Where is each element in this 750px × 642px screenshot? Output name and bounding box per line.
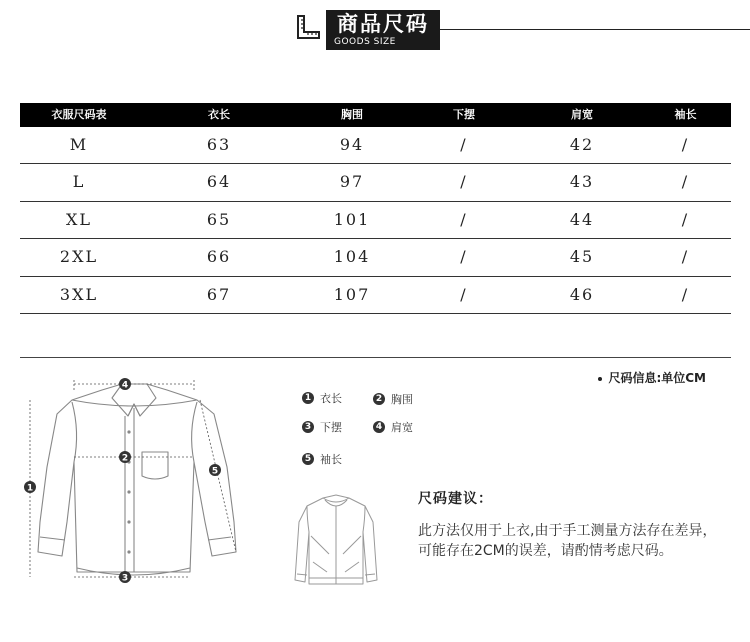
table-cell: / [460, 135, 468, 154]
table-cell: M [69, 135, 89, 154]
table-cell: 65 [206, 209, 232, 229]
bullet-icon [598, 377, 602, 381]
table-row [20, 127, 731, 164]
header-shoulder: 肩宽 [571, 108, 593, 121]
legend-label: 胸围 [391, 393, 413, 406]
table-cell: 101 [333, 209, 371, 229]
diagram-marker-text: 2 [121, 453, 129, 464]
legend-item-chest [373, 391, 413, 407]
table-cell: / [681, 247, 690, 267]
table-cell: 64 [206, 172, 232, 192]
table-cell: / [681, 135, 690, 154]
legend-number: 3 [302, 421, 314, 433]
page-subtitle: GOODS SIZE [334, 37, 396, 47]
header-divider [440, 29, 750, 30]
header-chest: 胸围 [341, 108, 363, 121]
table-cell: / [681, 284, 690, 304]
diagram-marker-text: 4 [121, 380, 129, 391]
table-cell: 45 [569, 247, 595, 267]
size-table [20, 103, 731, 314]
table-cell: 94 [339, 135, 365, 154]
legend-label: 肩宽 [391, 421, 413, 434]
diagram-marker-text: 3 [121, 573, 129, 584]
table-cell: 2XL [59, 247, 99, 267]
table-cell: 67 [206, 284, 232, 304]
legend-item-hem [302, 419, 342, 435]
legend-label: 袖长 [320, 453, 342, 466]
header-sleeve: 袖长 [674, 108, 697, 121]
table-header [20, 103, 731, 127]
ruler-icon [295, 14, 321, 40]
advice-title: 尺码建议： [418, 491, 493, 507]
diagram-marker-1 [24, 481, 36, 494]
table-cell: / [460, 284, 468, 304]
table-cell: / [681, 209, 690, 229]
header-size: 衣服尺码表 [51, 108, 107, 121]
size-unit-text: 尺码信息:单位CM [608, 371, 706, 385]
table-row [20, 202, 731, 239]
header-length: 衣长 [208, 108, 230, 121]
section-divider [20, 357, 731, 358]
table-cell: 104 [333, 247, 371, 267]
table-cell: / [460, 247, 468, 267]
legend-number: 2 [373, 393, 385, 405]
diagram-marker-text: 1 [26, 483, 34, 494]
advice-body: 此方法仅用于上衣,由于手工测量方法存在差异，可能存在2CM的误差，请酌情考虑尺码。 [418, 523, 717, 559]
table-row [20, 164, 731, 201]
legend-item-sleeve [302, 451, 342, 467]
header-hem: 下摆 [453, 108, 475, 121]
table-cell: 42 [569, 135, 595, 154]
size-unit-note [598, 369, 706, 386]
table-cell: / [460, 209, 468, 229]
table-cell: XL [65, 209, 92, 229]
diagram-marker-5 [209, 464, 221, 477]
legend-item-shoulder [373, 419, 413, 435]
table-cell: L [72, 172, 86, 192]
table-cell: 107 [333, 284, 371, 304]
table-cell: 63 [206, 135, 232, 154]
table-row [20, 239, 731, 276]
table-cell: 66 [206, 247, 232, 267]
diagram-marker-3 [119, 571, 131, 584]
legend-label: 衣长 [320, 392, 342, 405]
diagram-marker-text: 5 [211, 466, 219, 477]
diagram-marker-4 [119, 378, 131, 391]
table-row [20, 277, 731, 314]
shirt-measurement-diagram [22, 372, 257, 590]
jacket-icon [293, 492, 379, 588]
table-cell: 46 [569, 284, 595, 304]
table-cell: 97 [339, 172, 365, 192]
page-title: 商品尺码 [337, 12, 429, 36]
table-cell: 3XL [59, 284, 99, 304]
legend-item-length [302, 390, 342, 406]
table-cell: 43 [569, 172, 595, 192]
table-cell: 44 [569, 209, 595, 229]
table-cell: / [460, 172, 468, 192]
legend-number: 4 [373, 421, 385, 433]
legend-label: 下摆 [320, 421, 342, 434]
table-cell: / [681, 172, 690, 192]
legend-number: 1 [302, 392, 314, 404]
header-badge [326, 10, 440, 50]
legend-number: 5 [302, 453, 314, 465]
